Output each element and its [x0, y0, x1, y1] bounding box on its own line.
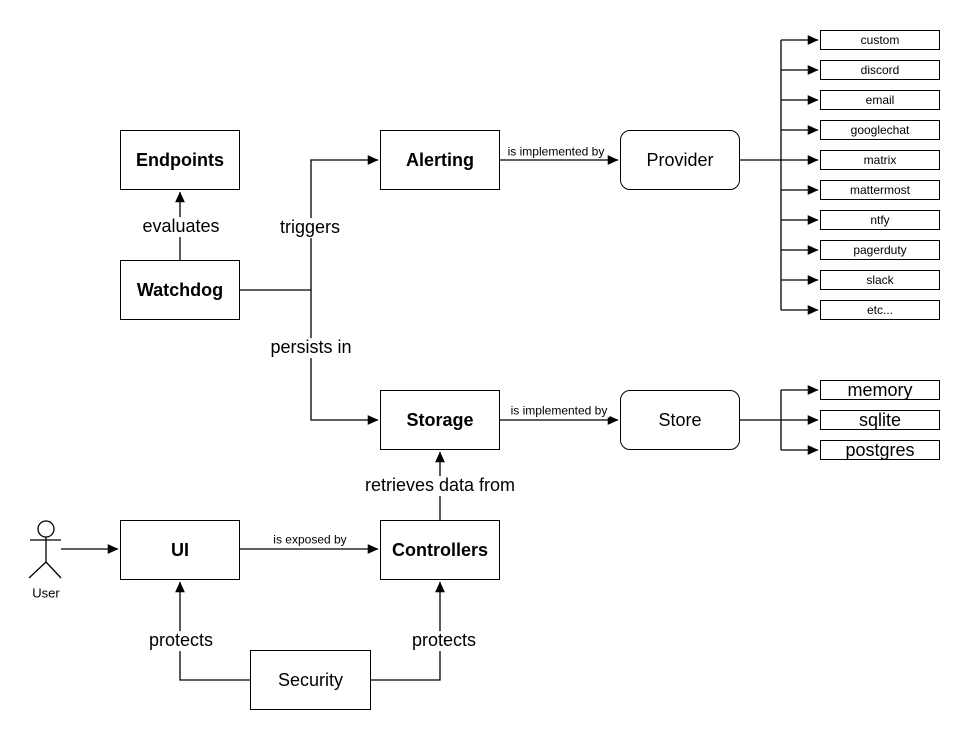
node-controllers-label: Controllers — [391, 539, 488, 560]
provider-item-etc-label: etc... — [866, 303, 893, 317]
provider-item-custom — [820, 30, 940, 50]
actor-leg-left — [29, 562, 46, 578]
node-provider — [620, 130, 740, 190]
node-watchdog — [120, 260, 240, 320]
label-evaluates: evaluates — [142, 216, 220, 237]
provider-item-mattermost — [820, 180, 940, 200]
actor-head — [38, 521, 54, 537]
provider-item-matrix-label: matrix — [863, 153, 897, 167]
provider-item-pagerduty — [820, 240, 940, 260]
label-is-implemented-by-store: is implemented by — [510, 403, 608, 418]
node-security — [250, 650, 371, 710]
node-store — [620, 390, 740, 450]
node-storage-label: Storage — [406, 409, 474, 430]
store-item-memory — [820, 380, 940, 400]
user-actor-label: User — [32, 585, 60, 601]
provider-item-googlechat-label: googlechat — [850, 123, 910, 137]
provider-item-matrix — [820, 150, 940, 170]
user-actor-figure — [29, 521, 61, 578]
provider-item-discord-label: discord — [860, 63, 900, 77]
provider-item-ntfy — [820, 210, 940, 230]
provider-impl-list — [820, 30, 940, 320]
node-alerting-label: Alerting — [405, 149, 474, 170]
node-ui — [120, 520, 240, 580]
provider-item-ntfy-label: ntfy — [870, 213, 890, 227]
label-protects-ui: protects — [148, 630, 214, 651]
node-provider-label: Provider — [646, 149, 714, 170]
store-item-postgres-label: postgres — [845, 439, 915, 460]
store-item-memory-label: memory — [847, 379, 913, 400]
store-item-postgres — [820, 440, 940, 460]
provider-item-email — [820, 90, 940, 110]
node-endpoints — [120, 130, 240, 190]
node-watchdog-label: Watchdog — [136, 279, 224, 300]
provider-item-pagerduty-label: pagerduty — [853, 243, 907, 257]
provider-item-slack — [820, 270, 940, 290]
provider-item-mattermost-label: mattermost — [849, 183, 910, 197]
store-item-sqlite-label: sqlite — [858, 409, 902, 430]
node-store-label: Store — [658, 409, 702, 430]
label-persists-in: persists in — [270, 337, 352, 358]
node-ui-label: UI — [171, 539, 189, 560]
node-storage — [380, 390, 500, 450]
actor-leg-right — [46, 562, 61, 578]
node-controllers — [380, 520, 500, 580]
provider-item-slack-label: slack — [866, 273, 894, 287]
node-security-label: Security — [277, 669, 344, 690]
provider-item-email-label: email — [865, 93, 895, 107]
label-triggers: triggers — [279, 217, 341, 238]
label-retrieves-data-from: retrieves data from — [364, 475, 516, 496]
store-impl-list — [820, 380, 940, 460]
provider-item-googlechat — [820, 120, 940, 140]
label-is-implemented-by-provider: is implemented by — [507, 144, 605, 159]
node-alerting — [380, 130, 500, 190]
label-is-exposed-by: is exposed by — [273, 532, 347, 547]
store-item-sqlite — [820, 410, 940, 430]
provider-item-custom-label: custom — [860, 33, 900, 47]
label-protects-controllers: protects — [411, 630, 477, 651]
node-endpoints-label: Endpoints — [136, 149, 224, 170]
provider-item-discord — [820, 60, 940, 80]
provider-item-etc — [820, 300, 940, 320]
